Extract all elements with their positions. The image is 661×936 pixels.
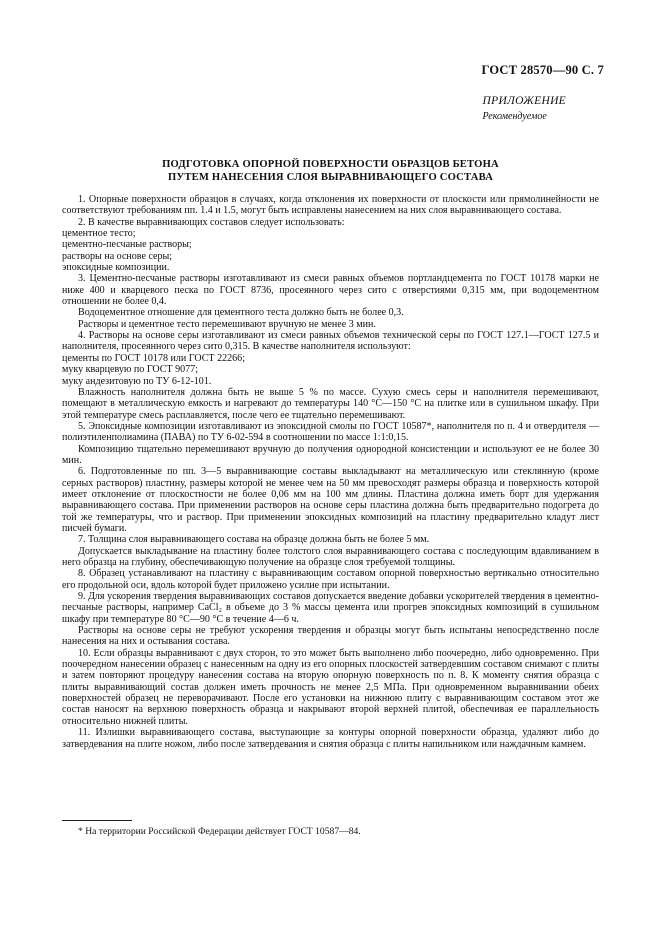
footnote-divider [62,820,132,821]
page-header-standard-ref: ГОСТ 28570—90 С. 7 [481,63,604,77]
paragraph: 3. Цементно-песчаные растворы изготавливают из смеси равных объемов портландцемента по ГОСТ 10178 марки не ниже 400 и кварцевого песка по ГОСТ 8736, просеянного через сито с отверстиями 0,315 мм, при водоцементном отношении не более 0,4. [62,273,599,308]
paragraph: 4. Растворы на основе серы изготавливают из смеси равных объемов технической серы по ГОСТ 127.1—ГОСТ 127.5 и наполнителя, просеянного через сито 0,315. В качестве наполнителя используют: [62,330,599,353]
paragraph: 7. Толщина слоя выравнивающего состава на образце должна быть не более 5 мм. [78,534,430,546]
paragraph: 8. Образец устанавливают на пластину с выравнивающим составом опорной поверхностью вертикально относительно его продольной оси, вдоль которой будет приложено усилие при испытании. [62,568,599,591]
body-text [62,194,599,750]
paragraph: Водоцементное отношение для цементного теста должно быть не более 0,3. [78,307,404,319]
appendix-label: ПРИЛОЖЕНИЕ [482,95,566,107]
paragraph: Композицию тщательно перемешивают вручную до получения однородной консистенции и используют ее не более 30 мин. [62,443,599,466]
paragraph: Влажность наполнителя должна быть не выше 5 % по массе. Сухую смесь серы и наполнителя перемешивают, помещают в металлическую емкость и нагревают до температуры 140 °С—150 °С на плитке или в сушильном шкафу. При этой температуре смесь расплавляется, после чего ее тщательно перемешивают. [62,386,599,421]
section-title [62,158,599,184]
list-item: муку андезитовую по ТУ 6-12-101. [62,375,212,387]
paragraph: 1. Опорные поверхности образцов в случаях, когда отклонения их поверхности от плоскости или прямолинейности не соответствуют требованиям пп. 1.4 и 1.5, могут быть исправлены нанесением на них слоя выравнивающего состава. [62,194,599,217]
section-title-line-2: ПУТЕМ НАНЕСЕНИЯ СЛОЯ ВЫРАВНИВАЮЩЕГО СОСТАВА [167,172,494,183]
paragraph: Растворы и цементное тесто перемешивают вручную не менее 3 мин. [78,318,376,330]
footnote: * На территории Российской Федерации действует ГОСТ 10587—84. [78,826,361,837]
paragraph: 10. Если образцы выравнивают с двух сторон, то это может быть выполнено либо поочередно, либо одновременно. При поочередном нанесении образец с нанесенным на одну из его опорных плоскостей затвердевшим составом снимают с плиты и затем повторяют процедуру нанесения состава на вторую опорную поверхность по п. 8. К моменту снятия образца с плиты выравнивающий состав должен иметь прочность не менее 2,5 МПа. При одновременном выравнивании обеих поверхностей образец не переворачивают. После его установки на нижнюю плиту с выравнивающим составом этот же состав наносят на верхнюю поверхность образца и накрывают второй верхней плитой, обеспечивая ее параллельность относительно нижней плиты. [62,647,599,727]
list-item: эпоксидные композиции. [62,262,170,274]
paragraph: 6. Подготовленные по пп. 3—5 выравнивающие составы выкладывают на металлическую или стеклянную (кроме серных растворов) пластину, размеры которой не менее чем на 50 мм превосходят размеры образца и поверхность которой имеет отклонение от плоскостности не более 0,06 мм на 100 мм длины. Пластина должна иметь борт для удержания выравнивающего состава. При применении растворов на основе серы пластина должна быть предварительно подогрета до той же температуры, что и раствор. При применении эпоксидных композиций на пластину предварительно кладут лист писчей бумаги. [62,466,599,534]
appendix-label-block [483,94,566,124]
section-title-line-1: ПОДГОТОВКА ОПОРНОЙ ПОВЕРХНОСТИ ОБРАЗЦОВ БЕТОНА [162,159,499,170]
list-item: муку кварцевую по ГОСТ 9077; [62,364,198,376]
paragraph: 5. Эпоксидные композиции изготавливают из эпоксидной смолы по ГОСТ 10587*, наполнителя по п. 4 и отвердителя — полиэтиленполиамина (ПАВА) по ТУ 6-02-594 в соотношении по массе 1:1:0,15. [62,420,599,444]
list-item: цементы по ГОСТ 10178 или ГОСТ 22266; [62,352,245,364]
list-item: цементно-песчаные растворы; [62,239,192,251]
paragraph: Допускается выкладывание на пластину более толстого слоя выравнивающего состава с последующим вдавливанием в него образца на глубину, обеспечивающую получение на образце слоя требуемой толщины. [62,545,599,568]
paragraph: 2. В качестве выравнивающих составов следует использовать: [78,216,345,228]
paragraph: 11. Излишки выравнивающего состава, выступающие за контуры опорной поверхности образца, удаляют либо до затвердевания на плите ножом, либо после затвердевания и снятия образца с плиты напильником или наждачным камнем. [62,727,599,750]
list-item: растворы на основе серы; [62,250,173,262]
paragraph: Растворы на основе серы не требуют ускорения твердения и образцы могут быть испытаны непосредственно после нанесения на них и остывания состава. [62,625,599,648]
list-item: цементное тесто; [62,228,136,240]
paragraph: 9. Для ускорения твердения выравнивающих составов допускается введение добавки ускорителей твердения в цементно-песчаные растворы, например CaCl₂ в объеме до 3 % массы цемента или прогрев эпоксидных композиций в сушильном шкафу при температуре 80 °С—90 °С в течение 4—6 ч. [62,591,599,625]
appendix-status: Рекомендуемое [482,111,547,122]
